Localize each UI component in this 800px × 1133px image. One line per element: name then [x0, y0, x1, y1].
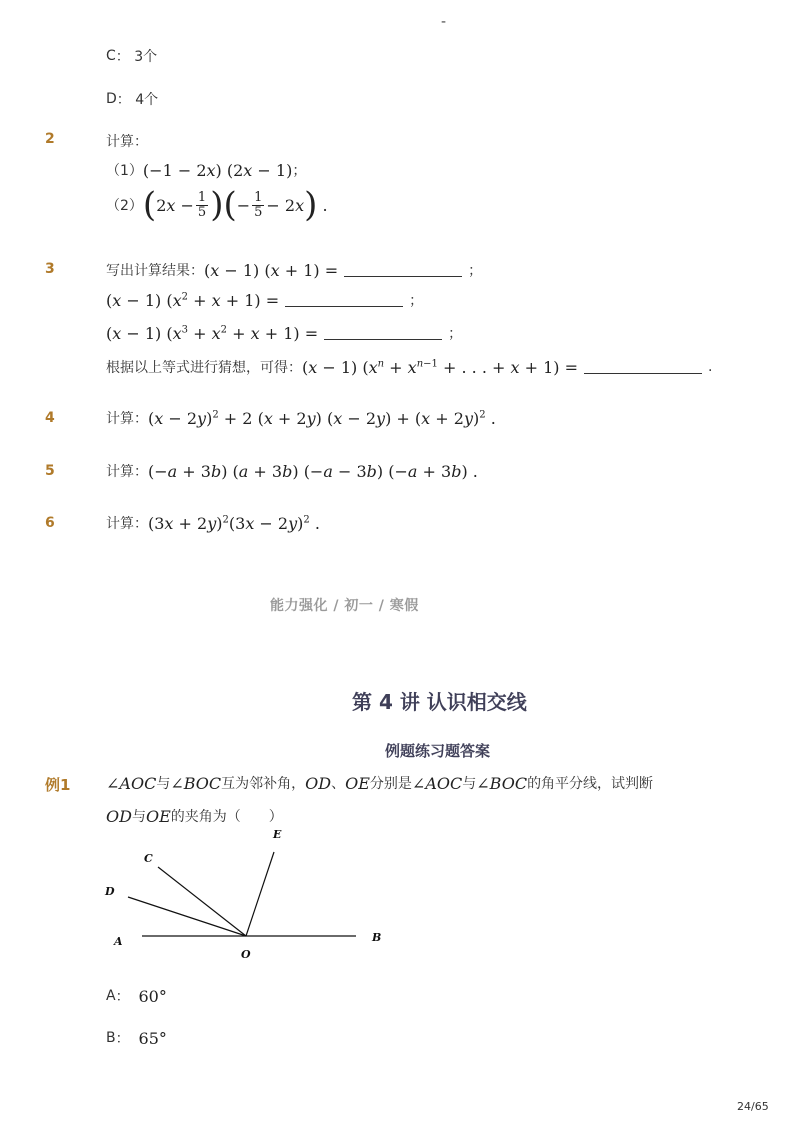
- chapter-title: 第 4 讲 认识相交线: [352, 690, 527, 714]
- q3-line2: (x − 1) $(x^2 + x + 1)$ = ；: [106, 290, 424, 310]
- point-a-label: A: [114, 935, 123, 948]
- ray-oe: [246, 852, 274, 936]
- question-number: 6: [45, 515, 55, 531]
- q3-line3: (x − 1) $(x^3 + x^2 + x + 1)$ = ；: [106, 323, 463, 343]
- option-letter: C: [106, 48, 116, 64]
- ray-oc: [158, 867, 246, 936]
- answer-blank[interactable]: [285, 294, 403, 307]
- option-letter: A: [106, 988, 116, 1004]
- answer-a[interactable]: A ： 60°: [106, 986, 167, 1006]
- example-label: 例1: [45, 776, 71, 794]
- option-letter: B: [106, 1030, 116, 1046]
- question-number: 3: [45, 261, 55, 277]
- q4-line: 计算： $(x - 2y)^2 + 2$ (x + 2y) $(x - 2y) + (x + 2y)^2$ .: [106, 408, 496, 428]
- example-text-line2: OD 与 OE 的夹角为（ ）: [106, 806, 283, 826]
- option-d[interactable]: D ： 4个: [106, 91, 159, 108]
- q3-line4: 根据以上等式进行猜想，可得： (x − 1) ($x^n + x^{n-1}$ + . . . + x + 1) = .: [106, 357, 713, 377]
- section-title: 例题练习题答案: [385, 742, 491, 760]
- page-number: 24/65: [737, 1100, 769, 1113]
- page-footer: 能力强化 / 初一 / 寒假: [270, 598, 419, 614]
- q5-line: 计算： (−a + 3b) (a + 3b) (−a − 3b) (−a + 3b) .: [106, 461, 478, 481]
- option-value: 4个: [135, 92, 159, 108]
- example-text-line1: ∠AOC 与 ∠BOC 互为邻补角， OD 、 OE 分别是 ∠AOC 与 ∠BOC 的角平分线，试判断: [106, 773, 654, 793]
- point-e-label: E: [273, 828, 282, 841]
- question-label: 计算：: [106, 134, 148, 150]
- question-number: 5: [45, 463, 55, 479]
- q6-line: 计算： $(3x + 2y)^2(3x - 2y)^2$ .: [106, 513, 320, 533]
- answer-blank[interactable]: [344, 264, 462, 277]
- option-value: 65°: [138, 1028, 167, 1048]
- header-mark: -: [441, 14, 447, 30]
- question-number: 2: [45, 131, 55, 147]
- q2-part1: （1） (−1 − 2x) (2x − 1) ；: [106, 160, 307, 180]
- point-b-label: B: [372, 931, 382, 944]
- point-o-label: O: [241, 948, 251, 961]
- option-value: 3个: [134, 49, 158, 65]
- option-c[interactable]: C ： 3个: [106, 48, 158, 65]
- option-value: 60°: [138, 986, 167, 1006]
- point-c-label: C: [144, 852, 153, 865]
- point-d-label: D: [105, 885, 115, 898]
- question-number: 4: [45, 410, 55, 426]
- answer-blank[interactable]: [584, 361, 702, 374]
- angle-figure: [100, 822, 400, 972]
- answer-b[interactable]: B ： 65°: [106, 1028, 167, 1048]
- q3-line1: 写出计算结果： (x − 1) (x + 1) = ；: [106, 260, 483, 280]
- answer-blank[interactable]: [324, 327, 442, 340]
- option-letter: D: [106, 91, 117, 107]
- ray-od: [128, 897, 246, 936]
- q2-part2: （2） ( 2x − $\frac{1}{5}$ ) ( − $\frac{1}{5}$ − 2x ) .: [106, 185, 328, 225]
